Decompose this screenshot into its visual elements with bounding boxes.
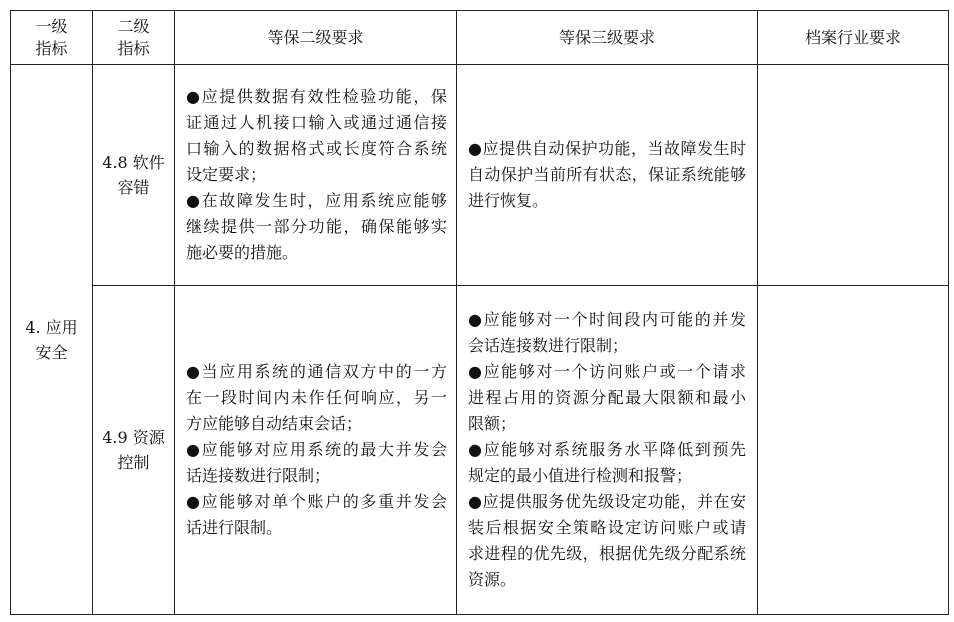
header-level1-indicator bbox=[11, 11, 93, 65]
requirement-line: 继续提供一部分功能，确保能够实 bbox=[186, 217, 447, 236]
requirement-line: 施必要的措施。 bbox=[186, 243, 299, 262]
requirement-line: 资源。 bbox=[468, 570, 517, 589]
requirement-line: ●应能够对一个访问账户或一个请求 bbox=[468, 362, 746, 381]
requirement-line: 方应能够自动结束会话； bbox=[186, 414, 363, 433]
text-line: 二级 bbox=[117, 16, 150, 36]
indicator-cell bbox=[93, 65, 175, 286]
requirement-item bbox=[186, 437, 447, 489]
requirement-line: 话进行限制。 bbox=[186, 518, 283, 537]
requirement-line: 话连接数进行限制； bbox=[186, 466, 331, 485]
header-row bbox=[11, 11, 949, 65]
requirement-item bbox=[468, 359, 746, 437]
requirement-line: 限额； bbox=[468, 414, 517, 433]
requirement-line: ●应提供服务优先级设定功能，并在安 bbox=[468, 492, 746, 511]
requirement-line: ●当应用系统的通信双方中的一方 bbox=[186, 362, 447, 381]
header-level2-protection: 等保二级要求 bbox=[175, 11, 457, 65]
header-level3-protection: 等保三级要求 bbox=[457, 11, 758, 65]
category-cell bbox=[11, 65, 93, 615]
text-line: 容错 bbox=[117, 178, 150, 197]
header-archive-industry: 档案行业要求 bbox=[758, 11, 949, 65]
requirement-line: 会话连接数进行限制； bbox=[468, 336, 629, 355]
archive-requirement-cell bbox=[758, 286, 949, 615]
requirements-table bbox=[10, 10, 949, 615]
requirement-item bbox=[468, 489, 746, 593]
archive-requirement-cell bbox=[758, 65, 949, 286]
requirement-item bbox=[186, 489, 447, 541]
requirement-line: 在一段时间内未作任何响应，另一 bbox=[186, 388, 447, 407]
text-line: 指标 bbox=[117, 38, 150, 58]
requirement-item bbox=[468, 307, 746, 359]
requirement-line: 进程占用的资源分配最大限额和最小 bbox=[468, 388, 746, 407]
text-line: 一级 bbox=[35, 16, 68, 36]
requirement-item bbox=[186, 84, 447, 188]
requirement-item bbox=[186, 359, 447, 437]
requirement-line: 进行恢复。 bbox=[468, 191, 549, 210]
requirement-line: ●应提供自动保护功能，当故障发生时 bbox=[468, 139, 746, 158]
requirement-line: 证通过人机接口输入或通过通信接 bbox=[186, 113, 447, 132]
requirement-line: 规定的最小值进行检测和报警； bbox=[468, 466, 693, 485]
requirement-line: 口输入的数据格式或长度符合系统 bbox=[186, 139, 447, 158]
text-line: 控制 bbox=[117, 453, 150, 472]
text-line: 4.8 软件 bbox=[102, 153, 165, 172]
requirement-line: ●应能够对单个账户的多重并发会 bbox=[186, 492, 447, 511]
requirement-line: ●应提供数据有效性检验功能，保 bbox=[186, 87, 447, 106]
requirement-line: ●在故障发生时，应用系统应能够 bbox=[186, 191, 447, 210]
level2-requirement-cell bbox=[175, 65, 457, 286]
requirement-line: 设定要求； bbox=[186, 165, 267, 184]
level3-requirement-cell bbox=[457, 286, 758, 615]
text-line: 4.9 资源 bbox=[102, 428, 165, 447]
text-line: 4. 应用 bbox=[25, 317, 78, 337]
requirement-line: ●应能够对系统服务水平降低到预先 bbox=[468, 440, 746, 459]
table-row bbox=[11, 286, 949, 615]
requirement-item bbox=[468, 136, 746, 214]
level2-requirement-cell bbox=[175, 286, 457, 615]
header-level2-indicator bbox=[93, 11, 175, 65]
requirement-line: ●应能够对应用系统的最大并发会 bbox=[186, 440, 447, 459]
table-row bbox=[11, 65, 949, 286]
indicator-cell bbox=[93, 286, 175, 615]
requirement-line: 装后根据安全策略设定访问账户或请 bbox=[468, 518, 746, 537]
text-line: 安全 bbox=[35, 342, 68, 362]
text-line: 指标 bbox=[35, 38, 68, 58]
requirement-line: 求进程的优先级，根据优先级分配系统 bbox=[468, 544, 746, 563]
level3-requirement-cell bbox=[457, 65, 758, 286]
requirement-item bbox=[468, 437, 746, 489]
requirement-line: 自动保护当前所有状态，保证系统能够 bbox=[468, 165, 746, 184]
requirement-item bbox=[186, 188, 447, 266]
requirement-line: ●应能够对一个时间段内可能的并发 bbox=[468, 310, 746, 329]
